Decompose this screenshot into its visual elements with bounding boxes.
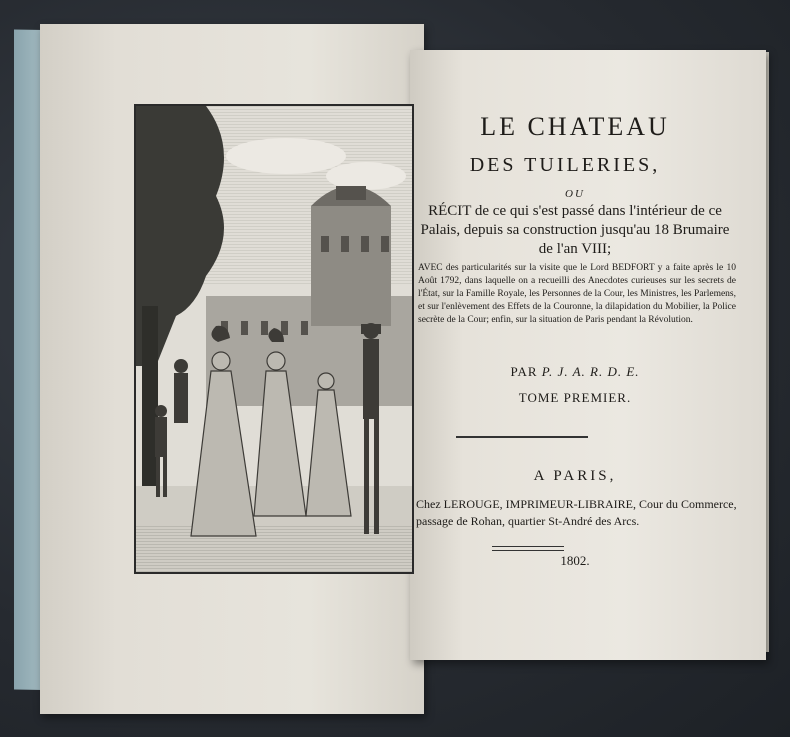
title-ou: OU <box>565 188 585 200</box>
divider-rule <box>456 436 588 438</box>
imprint-city: A PARIS, <box>533 468 617 484</box>
title-line-1: LE CHATEAU <box>480 112 670 141</box>
subtitle: RÉCIT de ce qui s'est passé dans l'intérieur de ce Palais, depuis sa construction jusqu'au 18 Brumaire de l'an VIII; <box>420 203 730 257</box>
by-label: PAR <box>510 364 538 379</box>
double-rule <box>492 546 564 551</box>
title-line-2: DES TUILERIES, <box>469 154 661 176</box>
volume-label: TOME PREMIER. <box>518 390 632 405</box>
imprint-year: 1802. <box>560 553 590 568</box>
details-paragraph: AVEC des particularités sur la visite que le Lord BEDFORT y a faite après le 10 Août 1792, dans laquelle on a recueilli des Anecdotes curieuses sur les secrets de l'État, sur la Famille Royale, les Personnes de la Cour, les Ministres, les Parlemens, et sur l'enlèvement des Effets de la Couronne, la dilapidation du Mobilier, la Police secrète de la Cour; enfin, sur la situation de Paris pendant la Révolution. <box>418 263 736 325</box>
frontispiece-engraving <box>134 104 414 574</box>
author-line <box>410 364 740 380</box>
imprint-publisher: Chez LEROUGE, IMPRIMEUR-LIBRAIRE, Cour du Commerce, passage de Rohan, quartier St-André des Arcs. <box>416 497 737 528</box>
author-initials: P. J. A. R. D. E. <box>541 364 640 379</box>
